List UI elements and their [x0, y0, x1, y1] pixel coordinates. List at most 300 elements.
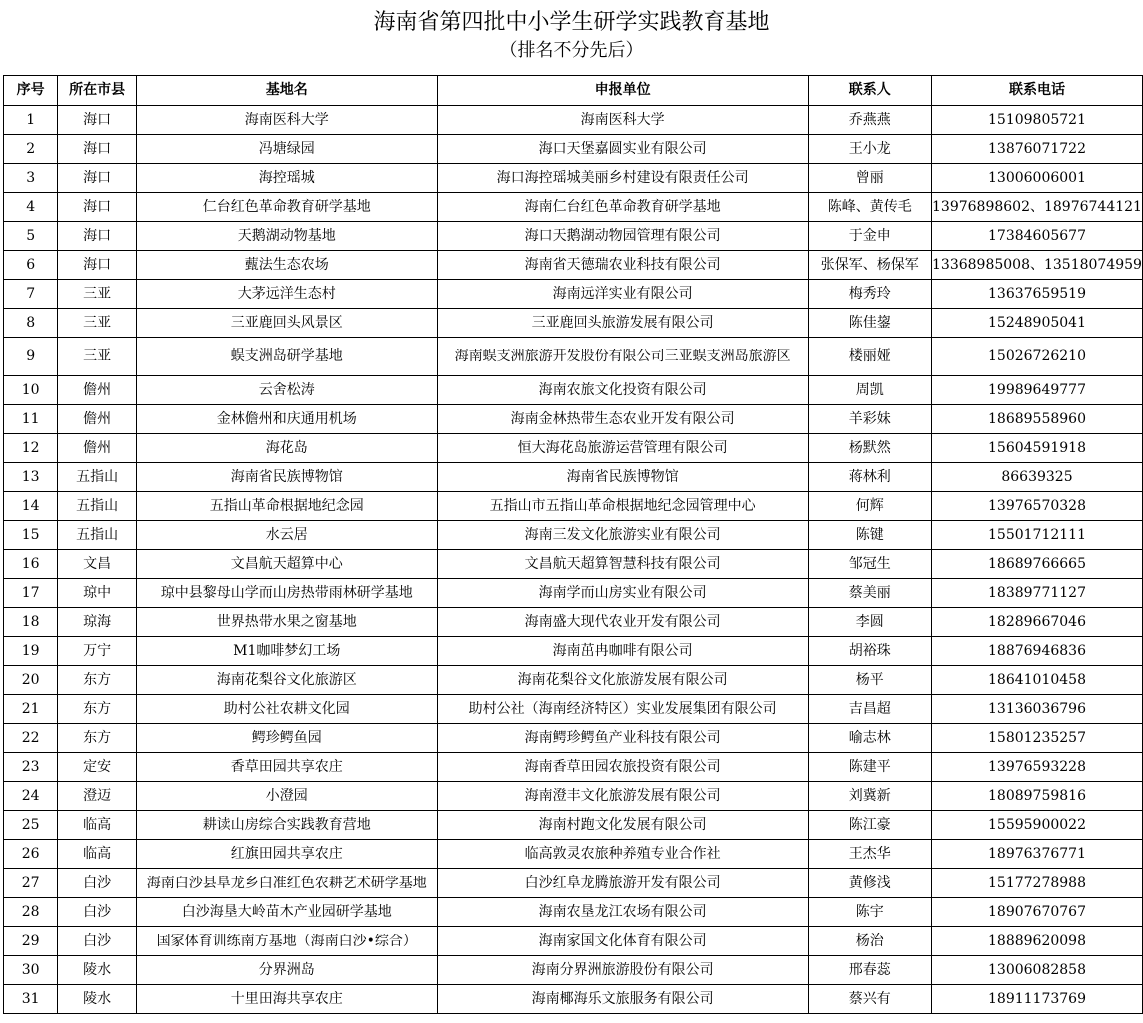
cell-base-name-text: 云舍松涛	[258, 381, 315, 398]
cell-index-text: 17	[21, 584, 40, 601]
cell-city-text: 白沙	[83, 903, 112, 920]
cell-applicant-text: 海南澄丰文化旅游发展有限公司	[524, 787, 721, 804]
cell-base-name-text: 国家体育训练南方基地（海南白沙•综合）	[156, 933, 417, 949]
cell-index-text: 19	[21, 642, 40, 659]
table-row	[4, 309, 1143, 338]
cell-phone-text: 18689558960	[988, 410, 1086, 427]
cell-applicant	[437, 222, 808, 251]
cell-phone	[931, 579, 1142, 608]
cell-contact	[808, 135, 931, 164]
cell-contact-text: 乔燕燕	[848, 111, 891, 128]
cell-applicant-text: 海口天鹅湖动物园管理有限公司	[524, 227, 721, 244]
cell-index-text: 23	[21, 758, 40, 775]
cell-phone	[931, 463, 1142, 492]
cell-phone-text: 13006006001	[988, 169, 1086, 186]
cell-contact	[808, 251, 931, 280]
cell-city-text: 文昌	[83, 555, 112, 572]
cell-index-text: 20	[21, 671, 40, 688]
cell-base-name-text: 琼中县黎母山学而山房热带雨林研学基地	[160, 584, 413, 601]
cell-contact	[808, 222, 931, 251]
cell-index-text: 18	[21, 613, 40, 630]
cell-applicant	[437, 280, 808, 309]
cell-index-text: 12	[21, 439, 40, 456]
table-row	[4, 376, 1143, 405]
table-row	[4, 222, 1143, 251]
cell-base-name-text: 海花岛	[265, 439, 308, 456]
cell-applicant	[437, 309, 808, 338]
cell-phone-text: 13976570328	[988, 497, 1086, 514]
cell-contact	[808, 608, 931, 637]
cell-phone-text: 13637659519	[988, 285, 1086, 302]
cell-phone	[931, 869, 1142, 898]
cell-index	[4, 579, 58, 608]
cell-contact	[808, 193, 931, 222]
cell-phone-text: 13006082858	[988, 961, 1086, 978]
cell-index	[4, 164, 58, 193]
cell-contact	[808, 164, 931, 193]
cell-city	[58, 666, 137, 695]
cell-city	[58, 550, 137, 579]
cell-city	[58, 193, 137, 222]
cell-phone-text: 13976898602、18976744121	[932, 198, 1142, 215]
cell-index-text: 13	[21, 468, 40, 485]
cell-city-text: 海口	[83, 169, 112, 186]
cell-applicant	[437, 898, 808, 927]
cell-applicant	[437, 376, 808, 405]
cell-base-name-text: 天鹅湖动物基地	[237, 227, 336, 244]
cell-index	[4, 840, 58, 869]
cell-phone-text: 15177278988	[988, 874, 1086, 891]
cell-city	[58, 840, 137, 869]
cell-contact-text: 陈宇	[855, 903, 884, 920]
cell-base-name	[136, 164, 437, 193]
cell-contact-text: 陈建平	[848, 758, 891, 775]
cell-contact-text: 何辉	[855, 497, 884, 514]
table-row	[4, 927, 1143, 956]
cell-applicant-text: 海南香草田园农旅投资有限公司	[524, 758, 721, 775]
table-row	[4, 695, 1143, 724]
cell-index	[4, 637, 58, 666]
cell-contact-text: 曾丽	[855, 169, 884, 186]
cell-phone-text: 18911173769	[988, 990, 1086, 1007]
cell-city-text: 儋州	[83, 381, 112, 398]
cell-applicant	[437, 550, 808, 579]
table-row	[4, 280, 1143, 309]
cell-applicant-text: 海南茁冉咖啡有限公司	[552, 642, 693, 659]
cell-phone	[931, 280, 1142, 309]
cell-applicant	[437, 637, 808, 666]
cell-base-name	[136, 521, 437, 550]
cell-index	[4, 492, 58, 521]
cell-city	[58, 985, 137, 1014]
cell-phone	[931, 376, 1142, 405]
cell-phone	[931, 840, 1142, 869]
cell-contact	[808, 898, 931, 927]
cell-base-name	[136, 724, 437, 753]
cell-contact	[808, 463, 931, 492]
cell-contact	[808, 724, 931, 753]
cell-index-text: 16	[21, 555, 40, 572]
cell-contact	[808, 985, 931, 1014]
cell-contact	[808, 927, 931, 956]
cell-applicant-text: 海南农垦龙江农场有限公司	[538, 903, 707, 920]
cell-index	[4, 985, 58, 1014]
cell-applicant	[437, 106, 808, 135]
cell-applicant-text: 海南省天德瑞农业科技有限公司	[524, 256, 721, 273]
cell-index	[4, 309, 58, 338]
cell-city-text: 陵水	[83, 990, 112, 1007]
cell-base-name-text: 薽法生态农场	[244, 256, 329, 273]
cell-contact	[808, 106, 931, 135]
table-row	[4, 164, 1143, 193]
cell-base-name	[136, 927, 437, 956]
cell-applicant	[437, 135, 808, 164]
cell-index	[4, 338, 58, 376]
cell-applicant-text: 助村公社（海南经济特区）实业发展集团有限公司	[468, 700, 777, 717]
cell-base-name-text: 冯塘绿园	[258, 140, 315, 157]
cell-base-name	[136, 463, 437, 492]
cell-phone	[931, 637, 1142, 666]
cell-phone	[931, 753, 1142, 782]
cell-phone	[931, 550, 1142, 579]
cell-city-text: 五指山	[76, 497, 119, 514]
cell-phone-text: 18389771127	[988, 584, 1086, 601]
page-subtitle: （排名不分先后）	[499, 40, 644, 61]
cell-phone-text: 17384605677	[988, 227, 1086, 244]
cell-applicant	[437, 193, 808, 222]
cell-phone	[931, 434, 1142, 463]
cell-phone-text: 15248905041	[988, 314, 1086, 331]
cell-base-name-text: M1咖啡梦幻工场	[233, 642, 341, 659]
cell-base-name	[136, 222, 437, 251]
cell-city	[58, 637, 137, 666]
cell-contact-text: 陈键	[855, 526, 884, 543]
cell-contact	[808, 956, 931, 985]
cell-phone	[931, 492, 1142, 521]
table-row	[4, 753, 1143, 782]
cell-city	[58, 251, 137, 280]
cell-base-name-text: 仁台红色革命教育研学基地	[202, 198, 371, 215]
cell-contact-text: 李圆	[855, 613, 884, 630]
cell-city	[58, 608, 137, 637]
cell-index	[4, 463, 58, 492]
cell-contact-text: 于金申	[848, 227, 891, 244]
table-row	[4, 492, 1143, 521]
cell-index-text: 21	[21, 700, 40, 717]
cell-contact-text: 蒋林利	[848, 468, 891, 485]
cell-contact	[808, 376, 931, 405]
cell-city	[58, 135, 137, 164]
cell-index	[4, 106, 58, 135]
cell-applicant	[437, 521, 808, 550]
cell-base-name-text: 海南花梨谷文化旅游区	[216, 671, 357, 688]
cell-applicant	[437, 695, 808, 724]
cell-contact	[808, 666, 931, 695]
cell-base-name	[136, 782, 437, 811]
cell-applicant	[437, 753, 808, 782]
cell-base-name-text: 海南白沙县阜龙乡白准红色农耕艺术研学基地	[146, 875, 427, 891]
cell-phone	[931, 193, 1142, 222]
cell-phone-text: 13136036796	[988, 700, 1086, 717]
cell-index-text: 4	[26, 198, 36, 215]
cell-city-text: 陵水	[83, 961, 112, 978]
table-row	[4, 338, 1143, 376]
cell-applicant-text: 海南分界洲旅游股份有限公司	[531, 961, 714, 978]
cell-base-name	[136, 579, 437, 608]
cell-contact-text: 杨平	[855, 671, 884, 688]
cell-city	[58, 579, 137, 608]
cell-contact-text: 陈峰、黄传毛	[827, 198, 912, 215]
cell-applicant-text: 海南鳄珍鳄鱼产业科技有限公司	[524, 729, 721, 746]
cell-city-text: 白沙	[83, 874, 112, 891]
cell-contact-text: 吉昌超	[848, 700, 891, 717]
cell-contact-text: 胡裕珠	[848, 642, 891, 659]
cell-city	[58, 782, 137, 811]
cell-applicant	[437, 608, 808, 637]
cell-city-text: 琼中	[83, 584, 112, 601]
cell-phone-text: 18641010458	[988, 671, 1086, 688]
cell-base-name	[136, 695, 437, 724]
cell-city-text: 三亚	[83, 314, 112, 331]
cell-applicant	[437, 579, 808, 608]
table-row	[4, 869, 1143, 898]
cell-index-text: 27	[21, 874, 40, 891]
cell-applicant	[437, 463, 808, 492]
cell-contact-text: 黄修浅	[848, 874, 891, 891]
cell-city-text: 海口	[83, 227, 112, 244]
cell-phone-text: 18289667046	[988, 613, 1086, 630]
cell-contact-text: 蔡兴有	[848, 990, 891, 1007]
cell-index-text: 31	[21, 990, 40, 1007]
cell-applicant	[437, 811, 808, 840]
cell-applicant	[437, 251, 808, 280]
cell-index	[4, 956, 58, 985]
cell-phone-text: 15595900022	[988, 816, 1086, 833]
cell-city-text: 万宁	[83, 642, 112, 659]
cell-index-text: 9	[26, 348, 36, 364]
cell-applicant-text: 文昌航天超算智慧科技有限公司	[524, 555, 721, 572]
cell-contact-text: 羊彩妹	[848, 410, 891, 427]
cell-base-name	[136, 309, 437, 338]
cell-applicant	[437, 164, 808, 193]
cell-base-name	[136, 376, 437, 405]
cell-city-text: 儋州	[83, 410, 112, 427]
cell-base-name-text: 助村公社农耕文化园	[223, 700, 350, 717]
table-row	[4, 550, 1143, 579]
cell-applicant-text: 海南椰海乐文旅服务有限公司	[531, 990, 714, 1007]
cell-applicant-text: 海南盛大现代农业开发有限公司	[524, 613, 721, 630]
table-row	[4, 811, 1143, 840]
cell-contact-text: 王小龙	[848, 140, 891, 157]
cell-base-name	[136, 251, 437, 280]
table-row	[4, 898, 1143, 927]
cell-city	[58, 338, 137, 376]
cell-phone-text: 18089759816	[988, 787, 1086, 804]
cell-city	[58, 492, 137, 521]
cell-phone-text: 15801235257	[988, 729, 1086, 746]
cell-index-text: 2	[26, 140, 36, 157]
cell-index-text: 25	[21, 816, 40, 833]
cell-index	[4, 521, 58, 550]
cell-contact	[808, 405, 931, 434]
cell-contact	[808, 695, 931, 724]
cell-base-name	[136, 550, 437, 579]
table-row	[4, 608, 1143, 637]
cell-phone	[931, 782, 1142, 811]
cell-applicant	[437, 840, 808, 869]
cell-index	[4, 811, 58, 840]
cell-index	[4, 695, 58, 724]
cell-index	[4, 405, 58, 434]
cell-contact	[808, 753, 931, 782]
table-header-row	[4, 76, 1143, 106]
cell-applicant-text: 海南三发文化旅游实业有限公司	[524, 526, 721, 543]
cell-index	[4, 193, 58, 222]
cell-base-name-text: 金林儋州和庆通用机场	[216, 410, 357, 427]
cell-city	[58, 309, 137, 338]
cell-index-text: 15	[21, 526, 40, 543]
cell-base-name-text: 蜈支洲岛研学基地	[230, 348, 343, 364]
cell-index	[4, 927, 58, 956]
cell-applicant	[437, 492, 808, 521]
cell-index	[4, 251, 58, 280]
cell-phone	[931, 338, 1142, 376]
cell-base-name-text: 五指山革命根据地纪念园	[209, 497, 364, 514]
cell-index	[4, 222, 58, 251]
cell-index	[4, 280, 58, 309]
cell-phone	[931, 985, 1142, 1014]
cell-phone	[931, 222, 1142, 251]
cell-applicant	[437, 338, 808, 376]
cell-base-name	[136, 985, 437, 1014]
cell-index-text: 14	[21, 497, 40, 514]
cell-city	[58, 869, 137, 898]
cell-base-name	[136, 637, 437, 666]
cell-base-name-text: 海控瑶城	[258, 169, 315, 186]
cell-base-name-text: 世界热带水果之窗基地	[216, 613, 357, 630]
cell-applicant-text: 海南花梨谷文化旅游发展有限公司	[517, 671, 728, 688]
cell-index	[4, 898, 58, 927]
cell-index-text: 28	[21, 903, 40, 920]
cell-contact-text: 陈佳鋆	[848, 314, 891, 331]
cell-contact-text: 陈江豪	[848, 816, 891, 833]
cell-base-name	[136, 135, 437, 164]
cell-applicant	[437, 927, 808, 956]
cell-city	[58, 434, 137, 463]
cell-city-text: 海口	[83, 256, 112, 273]
cell-phone	[931, 251, 1142, 280]
cell-base-name	[136, 753, 437, 782]
cell-phone	[931, 135, 1142, 164]
cell-base-name	[136, 338, 437, 376]
cell-index-text: 24	[21, 787, 40, 804]
cell-index-text: 10	[21, 381, 40, 398]
cell-contact	[808, 338, 931, 376]
cell-index-text: 30	[21, 961, 40, 978]
cell-contact-text: 张保军、杨保军	[820, 256, 919, 273]
cell-phone-text: 13976593228	[988, 758, 1086, 775]
cell-applicant-text: 恒大海花岛旅游运营管理有限公司	[517, 439, 728, 456]
cell-phone-text: 18689766665	[988, 555, 1086, 572]
table-body	[4, 106, 1143, 1014]
cell-contact-text: 邢春蕊	[848, 961, 891, 978]
cell-base-name-text: 文昌航天超算中心	[230, 555, 343, 572]
cell-base-name	[136, 869, 437, 898]
cell-phone	[931, 927, 1142, 956]
cell-applicant	[437, 782, 808, 811]
cell-contact	[808, 550, 931, 579]
table-row	[4, 840, 1143, 869]
table-row	[4, 985, 1143, 1014]
cell-city-text: 东方	[83, 729, 112, 746]
cell-city	[58, 811, 137, 840]
cell-base-name	[136, 840, 437, 869]
cell-base-name-text: 海南省民族博物馆	[230, 468, 343, 485]
cell-contact-text: 梅秀玲	[848, 285, 891, 302]
cell-phone	[931, 405, 1142, 434]
cell-base-name	[136, 608, 437, 637]
cell-contact	[808, 811, 931, 840]
cell-applicant	[437, 666, 808, 695]
cell-base-name	[136, 434, 437, 463]
cell-contact-text: 喻志林	[848, 729, 891, 746]
cell-base-name	[136, 898, 437, 927]
cell-phone	[931, 956, 1142, 985]
cell-applicant-text: 海南仁台红色革命教育研学基地	[524, 198, 721, 215]
cell-index	[4, 782, 58, 811]
cell-phone-text: 15604591918	[988, 439, 1086, 456]
cell-city	[58, 927, 137, 956]
cell-contact	[808, 782, 931, 811]
table-row	[4, 666, 1143, 695]
cell-phone	[931, 521, 1142, 550]
cell-applicant	[437, 405, 808, 434]
cell-base-name-text: 十里田海共享农庄	[230, 990, 343, 1007]
cell-base-name	[136, 106, 437, 135]
cell-city-text: 定安	[83, 758, 112, 775]
cell-index-text: 7	[26, 285, 36, 302]
cell-applicant-text: 海南蜈支洲旅游开发股份有限公司三亚蜈支洲岛旅游区	[454, 349, 791, 364]
cell-city-text: 琼海	[83, 613, 112, 630]
cell-base-name	[136, 280, 437, 309]
cell-phone-text: 13876071722	[988, 140, 1086, 157]
cell-contact	[808, 521, 931, 550]
cell-applicant	[437, 956, 808, 985]
page-title: 海南省第四批中小学生研学实践教育基地	[373, 10, 770, 35]
cell-applicant	[437, 724, 808, 753]
cell-applicant-text: 三亚鹿回头旅游发展有限公司	[531, 314, 714, 331]
cell-base-name-text: 耕读山房综合实践教育营地	[202, 816, 371, 833]
cell-applicant-text: 白沙红阜龙腾旅游开发有限公司	[524, 874, 721, 891]
cell-city	[58, 753, 137, 782]
cell-index-text: 6	[26, 256, 36, 273]
cell-city-text: 白沙	[83, 932, 112, 949]
cell-index	[4, 135, 58, 164]
cell-phone-text: 18976376771	[988, 845, 1086, 862]
cell-base-name-text: 水云居	[265, 526, 308, 543]
cell-base-name-text: 三亚鹿回头风景区	[230, 314, 343, 331]
cell-contact-text: 蔡美丽	[848, 584, 891, 601]
cell-base-name	[136, 405, 437, 434]
cell-applicant-text: 海口海控瑶城美丽乡村建设有限责任公司	[496, 169, 749, 186]
cell-contact	[808, 492, 931, 521]
cell-index-text: 26	[21, 845, 40, 862]
cell-city-text: 临高	[83, 845, 112, 862]
table-row	[4, 637, 1143, 666]
cell-phone-text: 18889620098	[988, 932, 1086, 949]
cell-city-text: 儋州	[83, 439, 112, 456]
cell-applicant-text: 海南医科大学	[580, 111, 665, 128]
